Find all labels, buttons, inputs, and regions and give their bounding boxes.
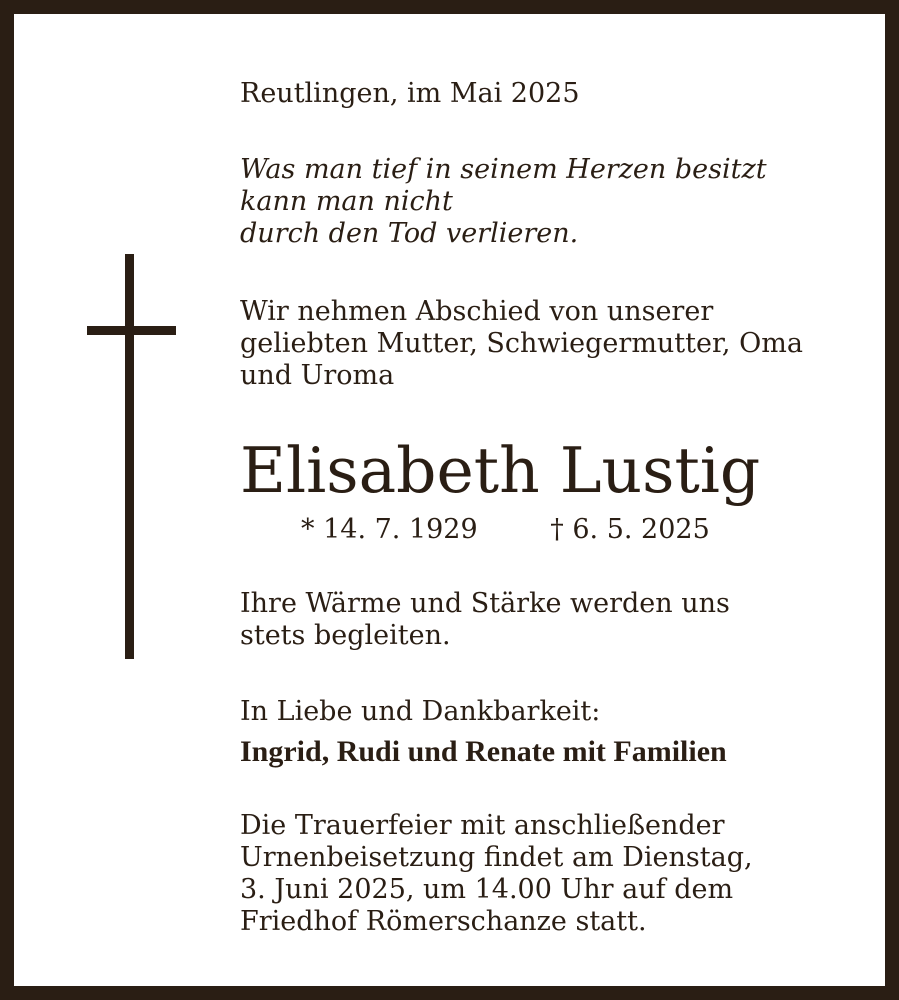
service-line: Die Trauerfeier mit anschließender: [240, 810, 725, 841]
birth-date: * 14. 7. 1929: [301, 514, 478, 545]
tribute-line: stets begleiten.: [240, 620, 451, 651]
service-line: Friedhof Römerschanze statt.: [240, 906, 647, 937]
death-date: † 6. 5. 2025: [550, 514, 710, 545]
family-signature: Ingrid, Rudi und Renate mit Familien: [240, 735, 727, 768]
farewell-intro: [240, 296, 803, 392]
life-dates: [301, 514, 710, 546]
quote-line: durch den Tod verlieren.: [240, 218, 579, 249]
funeral-service-info: [240, 810, 753, 938]
cross-icon-crossbar: [87, 326, 176, 335]
tribute-text: [240, 588, 730, 652]
service-line: Urnenbeisetzung findet am Dienstag,: [240, 842, 753, 873]
quote-line: Was man tief in seinem Herzen besitzt: [240, 154, 767, 185]
closing-phrase: In Liebe und Dankbarkeit:: [240, 696, 601, 727]
intro-line: Wir nehmen Abschied von unserer: [240, 296, 714, 327]
place-date: Reutlingen, im Mai 2025: [240, 78, 580, 109]
memorial-quote: [240, 154, 767, 250]
quote-line: kann man nicht: [240, 186, 453, 217]
cross-icon: [125, 254, 134, 659]
service-line: 3. Juni 2025, um 14.00 Uhr auf dem: [240, 874, 734, 905]
intro-line: geliebten Mutter, Schwiegermutter, Oma: [240, 328, 803, 359]
tribute-line: Ihre Wärme und Stärke werden uns: [240, 588, 730, 619]
deceased-name: Elisabeth Lustig: [240, 434, 761, 507]
intro-line: und Uroma: [240, 360, 395, 391]
